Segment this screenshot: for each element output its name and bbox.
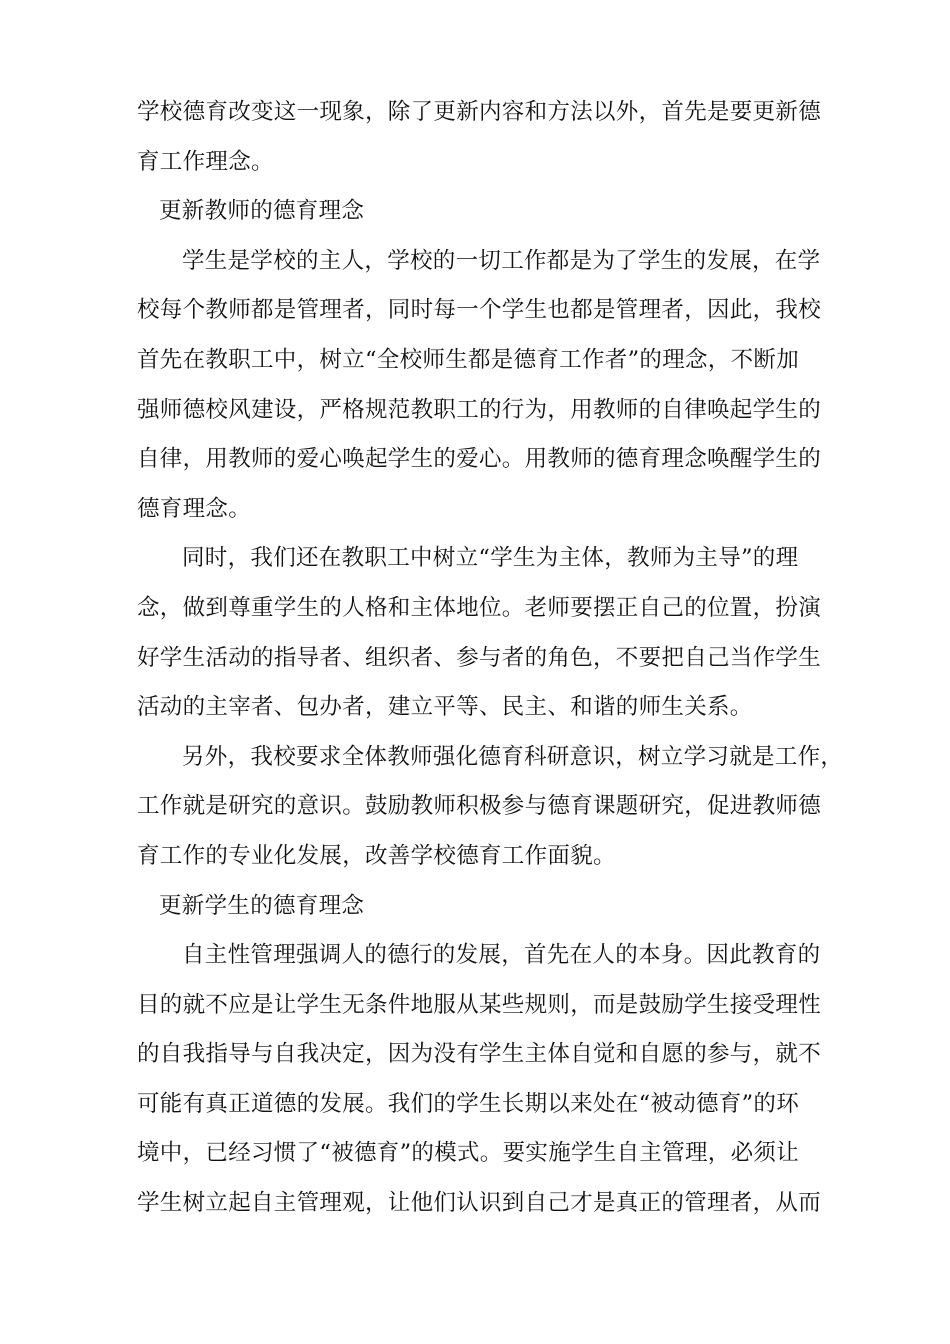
paragraph [137,733,844,882]
text-line: 念，做到尊重学生的人格和主体地位。老师要摆正自己的位置，扮演 [137,594,822,621]
text-line: 工作就是研究的意识。鼓励教师积极参与德育课题研究，促进教师德 [137,793,822,820]
text-line: 好学生活动的指导者、组织者、参与者的角色，不要把自己当作学生 [137,644,822,671]
text-line: 目的就不应是让学生无条件地服从某些规则，而是鼓励学生接受理性 [137,991,822,1018]
text-line: 强师德校风建设，严格规范教职工的行为，用教师的自律唤起学生的 [137,396,822,423]
text-line: 首先在教职工中，树立“全校师生都是德育工作者”的理念，不断加 [137,346,800,373]
text-line: 自律，用教师的爱心唤起学生的爱心。用教师的德育理念唤醒学生的 [137,446,822,473]
section-heading: 更新教师的德育理念 [159,198,365,225]
text-line: 可能有真正道德的发展。我们的学生长期以来处在“被动德育”的环 [137,1090,800,1117]
text-line: 育工作的专业化发展，改善学校德育工作面貌。 [137,842,616,869]
text-line: 境中，已经习惯了“被德育”的模式。要实施学生自主管理，必须让 [137,1140,800,1167]
text-line: 同时，我们还在教职工中树立“学生为主体，教师为主导”的理 [182,545,799,572]
text-line: 学校德育改变这一现象，除了更新内容和方法以外，首先是要更新德 [137,99,822,125]
paragraph [137,237,822,535]
text-line: 校每个教师都是管理者，同时每一个学生也都是管理者，因此，我校 [137,297,822,324]
text-line: 活动的主宰者、包办者，建立平等、民主、和谐的师生关系。 [137,694,753,721]
text-line: 学生是学校的主人，学校的一切工作都是为了学生的发展，在学 [182,247,821,274]
text-line: 的自我指导与自我决定，因为没有学生主体自觉和自愿的参与，就不 [137,1041,822,1068]
text-line: 育工作理念。 [137,148,274,175]
section-heading: 更新学生的德育理念 [159,892,365,919]
paragraph [137,88,822,187]
text-line: 自主性管理强调人的德行的发展，首先在人的本身。因此教育的 [182,942,821,969]
document-body [137,88,844,1229]
text-line: 学生树立起自主管理观，让他们认识到自己才是真正的管理者，从而 [137,1190,822,1217]
text-line: 另外，我校要求全体教师强化德育科研意识，树立学习就是工作， [182,743,844,770]
text-line: 德育理念。 [137,495,252,522]
paragraph [137,534,822,732]
paragraph [137,931,822,1229]
